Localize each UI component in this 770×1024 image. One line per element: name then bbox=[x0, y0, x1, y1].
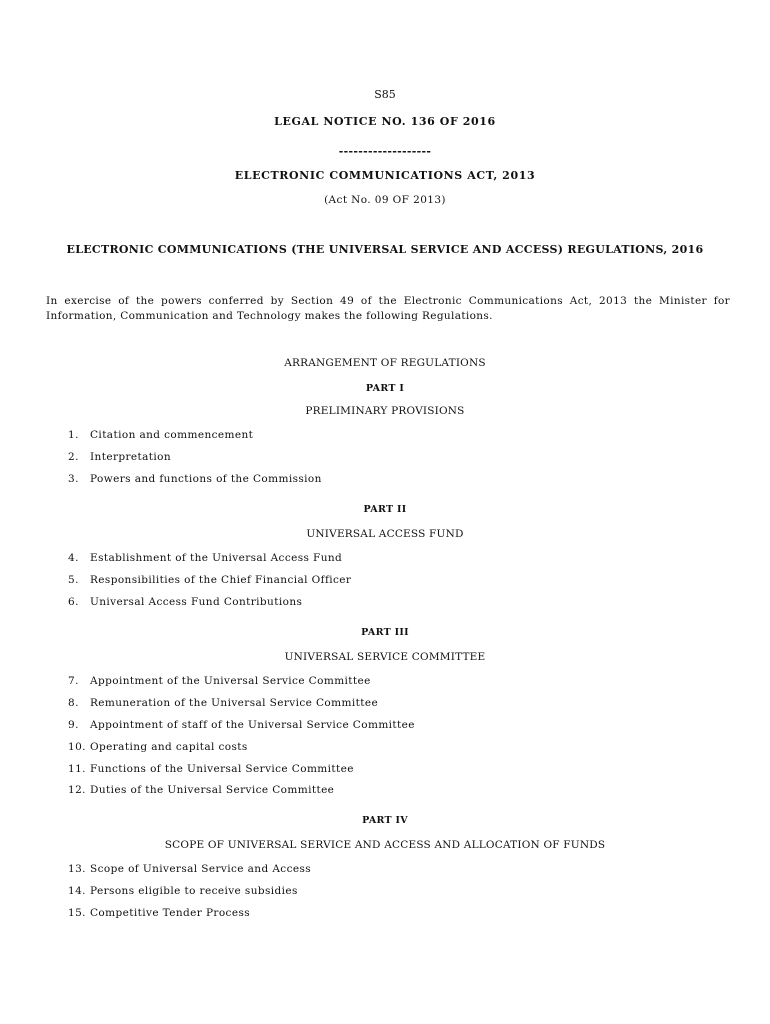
toc-item-text: Duties of the Universal Service Committee bbox=[90, 784, 335, 796]
page-number: S85 bbox=[374, 88, 396, 101]
toc-item-number: 13. bbox=[68, 863, 86, 875]
part-label: PART II bbox=[363, 504, 407, 515]
toc-item-number: 7. bbox=[68, 675, 79, 687]
toc-item-number: 15. bbox=[68, 907, 86, 919]
toc-item bbox=[68, 675, 371, 687]
toc-item-number: 4. bbox=[68, 552, 79, 564]
separator-line: ------------------- bbox=[338, 145, 432, 158]
toc-item-number: 6. bbox=[68, 596, 79, 608]
legal-notice-heading: LEGAL NOTICE NO. 136 OF 2016 bbox=[274, 115, 496, 128]
part-title: UNIVERSAL ACCESS FUND bbox=[306, 528, 464, 540]
toc-item-text: Establishment of the Universal Access Fund bbox=[90, 552, 343, 564]
toc-item bbox=[68, 451, 171, 463]
toc-item bbox=[68, 697, 378, 709]
intro-paragraph: In exercise of the powers conferred by Section 49 of the Electronic Communications Act, 2013 the Minister for Information, Communication and Technology makes the following Regulations. bbox=[46, 295, 730, 322]
part-title: PRELIMINARY PROVISIONS bbox=[305, 405, 465, 417]
toc-item-text: Scope of Universal Service and Access bbox=[90, 863, 312, 875]
toc-item bbox=[68, 429, 253, 441]
toc-item-text: Operating and capital costs bbox=[90, 741, 248, 753]
toc-item-text: Universal Access Fund Contributions bbox=[90, 596, 303, 608]
arrangement-heading: ARRANGEMENT OF REGULATIONS bbox=[284, 357, 486, 369]
toc-item-number: 9. bbox=[68, 719, 79, 731]
toc-item bbox=[68, 596, 302, 608]
toc-item-text: Persons eligible to receive subsidies bbox=[90, 885, 298, 897]
toc-item bbox=[68, 552, 342, 564]
toc-item bbox=[68, 741, 248, 753]
toc-item-number: 5. bbox=[68, 574, 79, 586]
toc-item-text: Powers and functions of the Commission bbox=[90, 473, 322, 485]
toc-item bbox=[68, 907, 250, 919]
part-title: UNIVERSAL SERVICE COMMITTEE bbox=[284, 651, 486, 663]
toc-item bbox=[68, 574, 351, 586]
toc-item-number: 1. bbox=[68, 429, 79, 441]
act-title: ELECTRONIC COMMUNICATIONS ACT, 2013 bbox=[234, 169, 536, 182]
toc-item-text: Functions of the Universal Service Committee bbox=[90, 763, 354, 775]
toc-item-number: 3. bbox=[68, 473, 79, 485]
toc-item-number: 12. bbox=[68, 784, 86, 796]
part-title: SCOPE OF UNIVERSAL SERVICE AND ACCESS AND ALLOCATION OF FUNDS bbox=[164, 839, 606, 851]
toc-item-text: Competitive Tender Process bbox=[90, 907, 251, 919]
toc-item bbox=[68, 885, 298, 897]
part-label: PART III bbox=[361, 627, 409, 638]
toc-item bbox=[68, 473, 322, 485]
toc-item bbox=[68, 863, 311, 875]
part-label: PART I bbox=[365, 383, 405, 394]
toc-item-number: 11. bbox=[68, 763, 86, 775]
part-label: PART IV bbox=[362, 815, 408, 826]
act-number: (Act No. 09 OF 2013) bbox=[324, 194, 446, 206]
toc-item bbox=[68, 719, 415, 731]
toc-item-number: 14. bbox=[68, 885, 86, 897]
toc-item-text: Citation and commencement bbox=[90, 429, 254, 441]
toc-item-number: 2. bbox=[68, 451, 79, 463]
toc-item bbox=[68, 784, 334, 796]
toc-item-text: Remuneration of the Universal Service Committee bbox=[90, 697, 379, 709]
toc-item-text: Appointment of staff of the Universal Service Committee bbox=[90, 719, 415, 731]
toc-item-text: Responsibilities of the Chief Financial Officer bbox=[90, 574, 352, 586]
toc-item bbox=[68, 763, 354, 775]
toc-item-number: 8. bbox=[68, 697, 79, 709]
toc-item-text: Appointment of the Universal Service Committee bbox=[90, 675, 371, 687]
toc-item-number: 10. bbox=[68, 741, 86, 753]
toc-item-text: Interpretation bbox=[90, 451, 172, 463]
regulations-title: ELECTRONIC COMMUNICATIONS (THE UNIVERSAL SERVICE AND ACCESS) REGULATIONS, 2016 bbox=[66, 243, 704, 256]
